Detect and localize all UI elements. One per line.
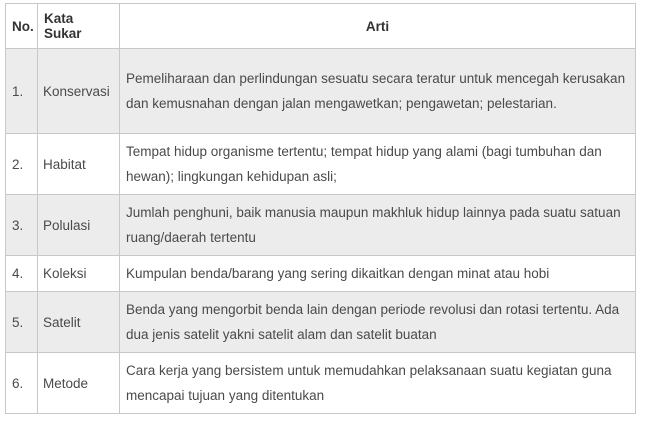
row-meaning: Cara kerja yang bersistem untuk memudahkan pelaksanaan suatu kegiatan guna mencapai tujuan yang ditentukan <box>120 353 636 414</box>
row-meaning: Tempat hidup organisme tertentu; tempat hidup yang alami (bagi tumbuhan dan hewan); lingkungan kehidupan asli; <box>120 134 636 195</box>
row-meaning: Kumpulan benda/barang yang sering dikaitkan dengan minat atau hobi <box>120 256 636 292</box>
row-number: 6. <box>6 353 38 414</box>
table-header <box>6 4 636 49</box>
row-word: Metode <box>38 353 120 414</box>
row-word: Koleksi <box>38 256 120 292</box>
row-number: 1. <box>6 49 38 134</box>
header-meaning: Arti <box>120 4 636 49</box>
row-number: 5. <box>6 292 38 353</box>
row-meaning: Jumlah penghuni, baik manusia maupun makhluk hidup lainnya pada suatu satuan ruang/daerah tertentu <box>120 195 636 256</box>
table-row <box>6 292 636 353</box>
row-word: Satelit <box>38 292 120 353</box>
row-number: 4. <box>6 256 38 292</box>
row-number: 2. <box>6 134 38 195</box>
row-meaning: Benda yang mengorbit benda lain dengan periode revolusi dan rotasi tertentu. Ada dua jenis satelit yakni satelit alam dan satelit buatan <box>120 292 636 353</box>
table-row <box>6 195 636 256</box>
header-no: No. <box>6 4 38 49</box>
table-row <box>6 49 636 134</box>
row-word: Habitat <box>38 134 120 195</box>
vocabulary-table <box>5 3 636 414</box>
table-row <box>6 353 636 414</box>
table-row <box>6 134 636 195</box>
row-word: Konservasi <box>38 49 120 134</box>
header-word: Kata Sukar <box>38 4 120 49</box>
row-meaning: Pemeliharaan dan perlindungan sesuatu secara teratur untuk mencegah kerusakan dan kemusnahan dengan jalan mengawetkan; pengawetan; pelestarian. <box>120 49 636 134</box>
row-number: 3. <box>6 195 38 256</box>
header-row <box>6 4 636 49</box>
table-row <box>6 256 636 292</box>
row-word: Polulasi <box>38 195 120 256</box>
table-body <box>6 49 636 414</box>
